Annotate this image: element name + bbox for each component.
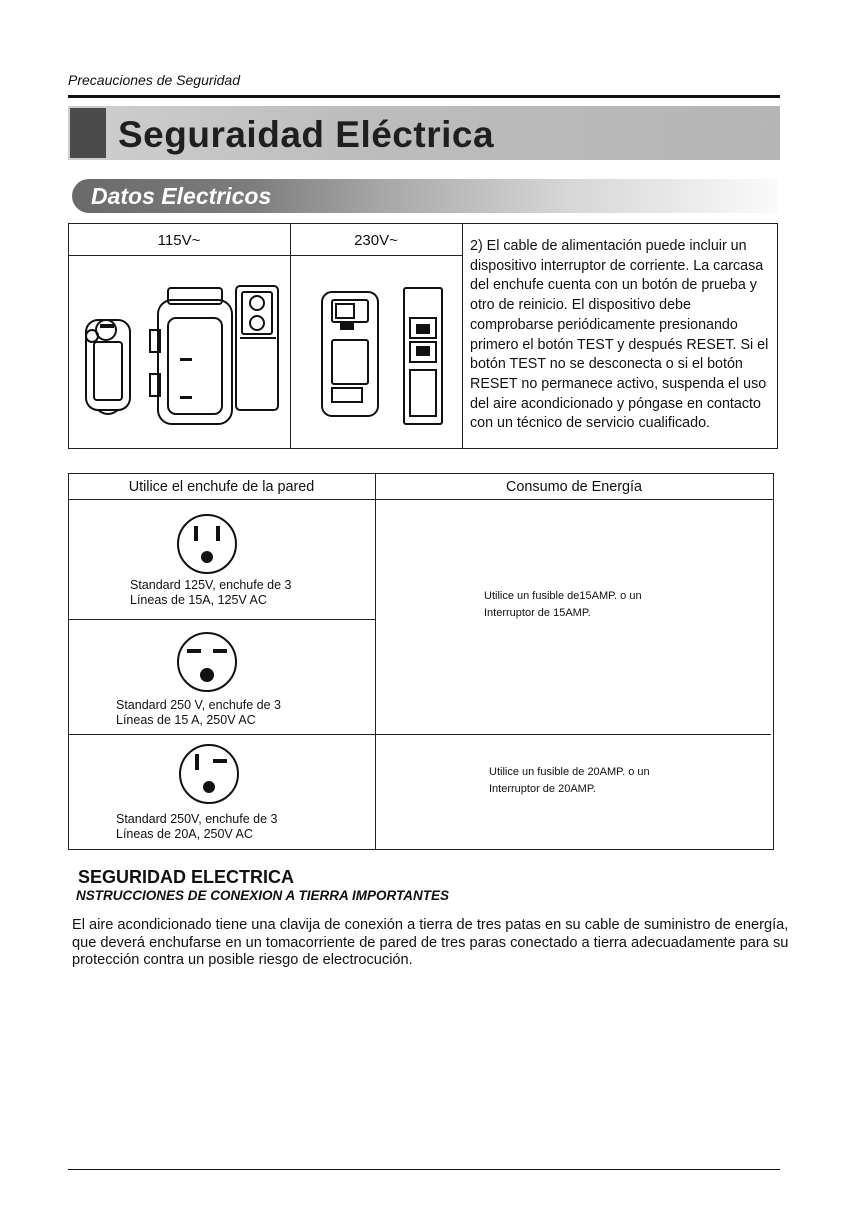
safety-body: El aire acondicionado tiene una clavija de conexión a tierra de tres patas en su cable de suministro de energía, que deverá enchufarse en un tomacorriente de pared de tres paras conectado a tierra adecuadamente para su protección contra un posible riesgo de electrocución. [72,917,789,968]
outlet-row-2-line2: Líneas de 15 A, 250V AC [116,713,256,727]
section-header: Precauciones de Seguridad [68,72,241,88]
outlet-row-3-line1: Standard 250V, enchufe de 3 [116,812,278,826]
safety-subtitle: NSTRUCCIONES DE CONEXION A TIERRA IMPORTANTES [76,888,450,903]
fuse-15-line1: Utilice un fusible de15AMP. o un [484,590,642,602]
outlet-header-right: Consumo de Energía [506,479,642,495]
safety-title: SEGURIDAD ELECTRICA [78,867,295,887]
page-title: Seguraidad Eléctrica [118,114,495,155]
header-rule [68,95,780,98]
outlet-header-left: Utilice el enchufe de la pared [128,479,315,495]
outlet-row-1-line1: Standard 125V, enchufe de 3 [130,578,292,592]
outlet-row-3-line2: Líneas de 20A, 250V AC [116,827,253,841]
breaker-paragraph: 2) El cable de alimentación puede incluir un dispositivo interruptor de corriente. La carcasa del enchufe cuenta con un botón de prueba y otro de reinicio. El dispositivo debe comprobarse periódicamente presionando primero el botón TEST y después RESET. Si el botón TEST no se desconecta o si el botón RESET no permanece activo, suspenda el uso del aire acondicionado y póngase en contacto con un técnico de servicio cualificado. [470,238,769,432]
outlet-row-1-line2: Líneas de 15A, 125V AC [130,593,267,607]
plug-230v-illustration [302,282,452,442]
banner-accent-block [70,108,106,158]
fuse-20-line2: Interruptor de 20AMP. [489,783,596,795]
fuse-15-line2: Interruptor de 15AMP. [484,607,591,619]
outlet-125v-icon [175,512,239,576]
outlet-250v-20a-icon [177,742,241,806]
footer-rule [68,1169,780,1170]
plug-115v-illustration [80,270,286,444]
subtitle: Datos Electricos [91,183,272,209]
outlet-row-2-line1: Standard 250 V, enchufe de 3 [116,698,281,712]
fuse-20-line1: Utilice un fusible de 20AMP. o un [489,766,650,778]
outlet-250v-15a-icon [175,630,239,694]
voltage-230-label: 230V~ [354,232,398,249]
voltage-115-label: 115V~ [157,232,201,249]
